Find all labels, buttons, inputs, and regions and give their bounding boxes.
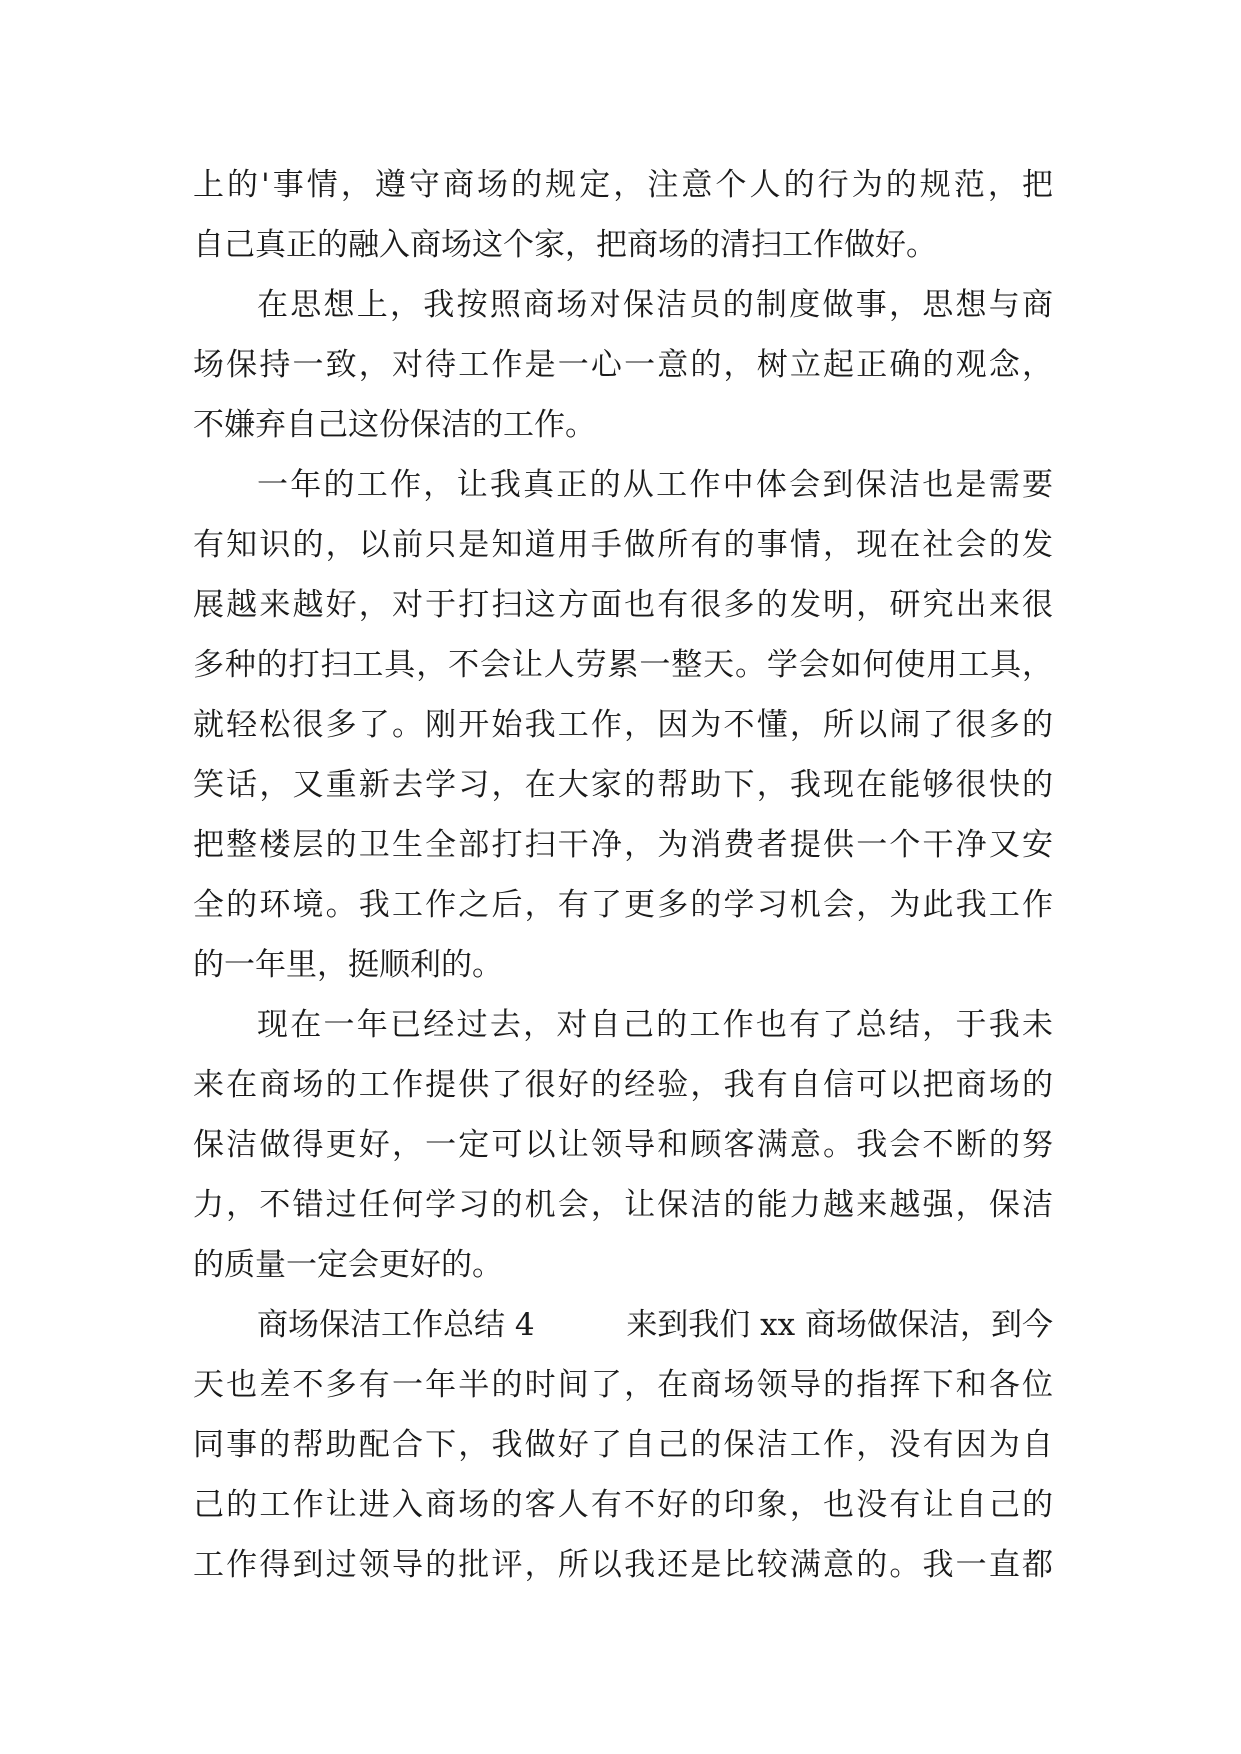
text-line: 同事的帮助配合下，我做好了自己的保洁工作，没有因为自 xyxy=(193,1427,1053,1463)
section-title: 商场保洁工作总结 4 xyxy=(257,1307,535,1343)
text-line: 场保持一致，对待工作是一心一意的，树立起正确的观念， xyxy=(193,347,1053,383)
text-line: 展越来越好，对于打扫这方面也有很多的发明，研究出来很 xyxy=(193,587,1053,623)
paragraph-first-line: 现在一年已经过去，对自己的工作也有了总结，于我未 xyxy=(257,1007,1053,1043)
paragraph-first-line: 一年的工作，让我真正的从工作中体会到保洁也是需要 xyxy=(257,467,1053,503)
text-line: 自己真正的融入商场这个家，把商场的清扫工作做好。 xyxy=(193,227,937,263)
text-line: 的质量一定会更好的。 xyxy=(193,1247,503,1283)
text-line: 己的工作让进入商场的客人有不好的印象，也没有让自己的 xyxy=(193,1487,1053,1523)
text-line: 工作得到过领导的批评，所以我还是比较满意的。我一直都 xyxy=(193,1547,1053,1583)
text-line: 上的'事情，遵守商场的规定，注意个人的行为的规范，把 xyxy=(193,167,1053,203)
text-line: 的一年里，挺顺利的。 xyxy=(193,947,503,983)
text-line: 有知识的，以前只是知道用手做所有的事情，现在社会的发 xyxy=(193,527,1053,563)
text-line: 天也差不多有一年半的时间了，在商场领导的指挥下和各位 xyxy=(193,1367,1053,1403)
paragraph-first-line: 在思想上，我按照商场对保洁员的制度做事，思想与商 xyxy=(257,287,1053,323)
text-line: 不嫌弃自己这份保洁的工作。 xyxy=(193,407,596,443)
text-line: 就轻松很多了。刚开始我工作，因为不懂，所以闹了很多的 xyxy=(193,707,1053,743)
text-line: 全的环境。我工作之后，有了更多的学习机会，为此我工作 xyxy=(193,887,1053,923)
text-line: 笑话，又重新去学习，在大家的帮助下，我现在能够很快的 xyxy=(193,767,1053,803)
section-text-start: 来到我们 xx 商场做保洁，到今 xyxy=(626,1307,1053,1343)
text-line: 保洁做得更好，一定可以让领导和顾客满意。我会不断的努 xyxy=(193,1127,1053,1163)
text-line: 来在商场的工作提供了很好的经验，我有自信可以把商场的 xyxy=(193,1067,1053,1103)
section-heading-line xyxy=(257,1295,1053,1355)
text-line: 把整楼层的卫生全部打扫干净，为消费者提供一个干净又安 xyxy=(193,827,1053,863)
text-line: 多种的打扫工具，不会让人劳累一整天。学会如何使用工具， xyxy=(193,647,1053,683)
text-line: 力，不错过任何学习的机会，让保洁的能力越来越强，保洁 xyxy=(193,1187,1053,1223)
